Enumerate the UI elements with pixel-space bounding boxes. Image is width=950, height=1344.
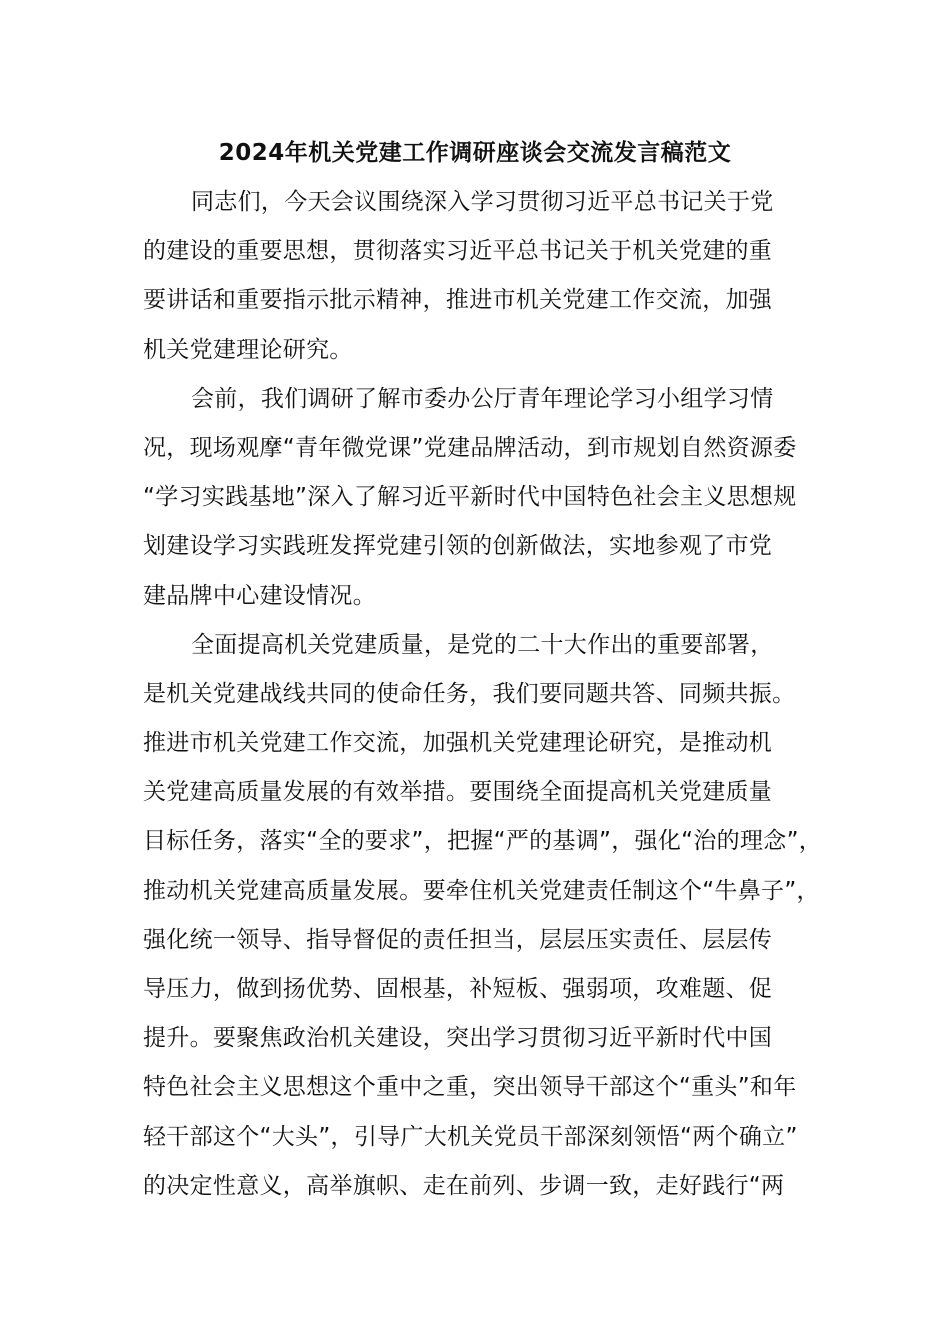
text-line: 特色社会主义思想这个重中之重，突出领导干部这个“重头”和年 xyxy=(143,1074,797,1101)
text-line: 机关党建理论研究。 xyxy=(143,336,353,363)
text-line: 的建设的重要思想，贯彻落实习近平总书记关于机关党建的重 xyxy=(143,238,773,265)
text-line: 导压力，做到扬优势、固根基，补短板、强弱项，攻难题、促 xyxy=(143,976,773,1002)
text-line: 要讲话和重要指示批示精神，推进市机关党建工作交流，加强 xyxy=(143,287,773,314)
text-line: “学习实践基地”深入了解习近平新时代中国特色社会主义思想规 xyxy=(143,484,797,511)
text-line: 划建设学习实践班发挥党建引领的创新做法，实地参观了市党 xyxy=(143,533,773,560)
document-title: 2024年机关党建工作调研座谈会交流发言稿范文 xyxy=(218,140,732,166)
text-line: 的决定性意义，高举旗帜、走在前列、步调一致，走好践行“两 xyxy=(143,1172,785,1199)
text-line: 会前，我们调研了解市委办公厅青年理论学习小组学习情 xyxy=(191,385,774,412)
text-line: 建品牌中心建设情况。 xyxy=(143,582,376,609)
text-line: 关党建高质量发展的有效举措。要围绕全面提高机关党建质量 xyxy=(143,779,773,806)
text-line: 强化统一领导、指导督促的责任担当，层层压实责任、层层传 xyxy=(143,926,773,953)
text-line: 目标任务，落实“全的要求”，把握“严的基调”，强化“治的理念”， xyxy=(143,828,823,855)
text-line: 同志们，今天会议围绕深入学习贯彻习近平总书记关于党 xyxy=(191,189,774,215)
text-line: 推进市机关党建工作交流，加强机关党建理论研究，是推动机 xyxy=(143,730,773,757)
text-line: 况，现场观摩“青年微党课”党建品牌活动，到市规划自然资源委 xyxy=(143,434,797,461)
text-line: 是机关党建战线共同的使命任务，我们要同题共答、同频共振。 xyxy=(143,680,796,707)
text-line: 提升。要聚焦政治机关建设，突出学习贯彻习近平新时代中国 xyxy=(143,1025,773,1052)
text-line: 推动机关党建高质量发展。要牵住机关党建责任制这个“牛鼻子”， xyxy=(143,877,820,904)
text-line: 全面提高机关党建质量，是党的二十大作出的重要部署， xyxy=(191,631,774,658)
text-line: 轻干部这个“大头”，引导广大机关党员干部深刻领悟“两个确立” xyxy=(143,1123,798,1150)
document-body xyxy=(143,178,843,1211)
